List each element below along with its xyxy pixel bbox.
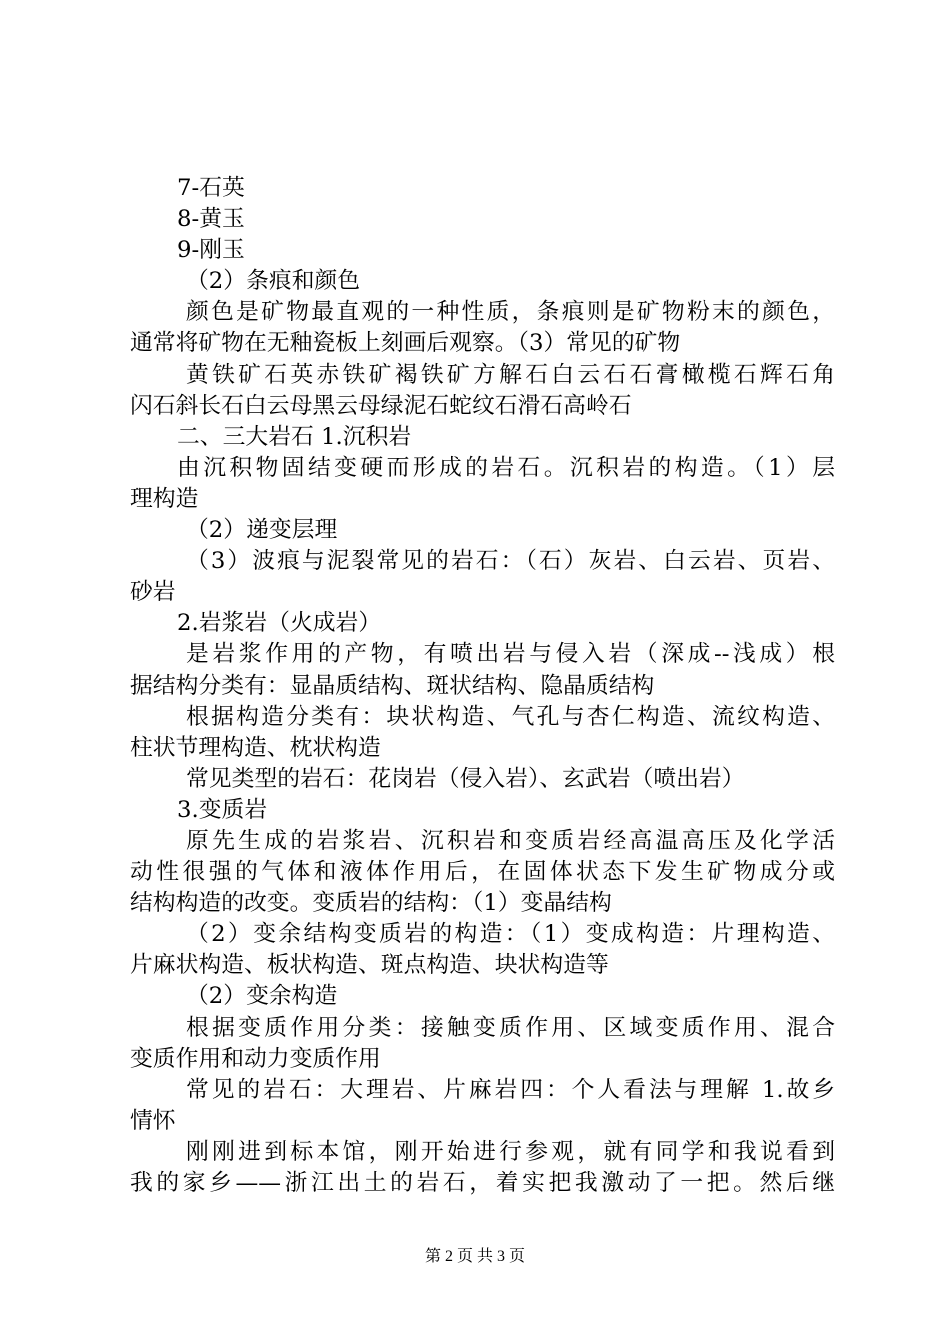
text-line: （2）变余结构变质岩的构造：（1）变成构造：片理构造、	[186, 921, 835, 948]
text-line: 根据构造分类有：块状构造、气孔与杏仁构造、流纹构造、	[186, 703, 835, 730]
text-line: （2）变余构造	[186, 983, 338, 1010]
text-line: 3.变质岩	[177, 796, 268, 823]
text-line: 2.岩浆岩（火成岩）	[177, 610, 382, 637]
text-line: 是岩浆作用的产物，有喷出岩与侵入岩（深成--浅成）根	[186, 641, 835, 668]
text-line: 由沉积物固结变硬而形成的岩石。沉积岩的构造。（1）层	[177, 454, 835, 481]
text-line: 8-黄玉	[177, 206, 245, 233]
text-line: 常见的岩石：大理岩、片麻岩四：个人看法与理解 1.故乡	[186, 1076, 835, 1103]
text-line: （2）条痕和颜色	[186, 268, 361, 295]
text-line: （3）波痕与泥裂常见的岩石：（石）灰岩、白云岩、页岩、	[186, 548, 835, 575]
text-line: 情怀	[130, 1107, 176, 1134]
text-line: 片麻状构造、板状构造、斑点构造、块状构造等	[130, 952, 609, 979]
text-line: 据结构分类有：显晶质结构、斑状结构、隐晶质结构	[130, 672, 655, 699]
text-line: 通常将矿物在无釉瓷板上刻画后观察。（3）常见的矿物	[130, 330, 681, 357]
text-line: 二、三大岩石 1.沉积岩	[177, 423, 412, 450]
text-line: 结构构造的改变。变质岩的结构：（1）变晶结构	[130, 890, 612, 917]
text-line: 变质作用和动力变质作用	[130, 1045, 381, 1072]
text-line: 黄铁矿石英赤铁矿褐铁矿方解石白云石石膏橄榄石辉石角	[186, 361, 835, 388]
text-line: 9-刚玉	[177, 237, 245, 264]
text-line: 根据变质作用分类：接触变质作用、区域变质作用、混合	[186, 1014, 835, 1041]
text-line: 我的家乡——浙江出土的岩石，着实把我激动了一把。然后继	[130, 1170, 835, 1196]
text-line: 原先生成的岩浆岩、沉积岩和变质岩经高温高压及化学活	[186, 827, 835, 854]
text-line: （2）递变层理	[186, 517, 338, 544]
document-body	[130, 173, 835, 1199]
text-line: 刚刚进到标本馆，刚开始进行参观，就有同学和我说看到	[186, 1138, 835, 1165]
text-line: 理构造	[130, 485, 199, 512]
text-line: 颜色是矿物最直观的一种性质，条痕则是矿物粉末的颜色，	[186, 299, 835, 326]
text-line: 砂岩	[130, 579, 176, 606]
text-line: 闪石斜长石白云母黑云母绿泥石蛇纹石滑石高岭石	[130, 392, 632, 419]
text-line: 常见类型的岩石：花岗岩（侵入岩）、玄武岩（喷出岩）	[186, 765, 745, 792]
text-line: 动性很强的气体和液体作用后，在固体状态下发生矿物成分或	[130, 859, 835, 886]
page-footer: 第 2 页 共 3 页	[424, 1248, 525, 1265]
text-line: 7-石英	[177, 175, 245, 201]
text-line: 柱状节理构造、枕状构造	[130, 734, 381, 761]
